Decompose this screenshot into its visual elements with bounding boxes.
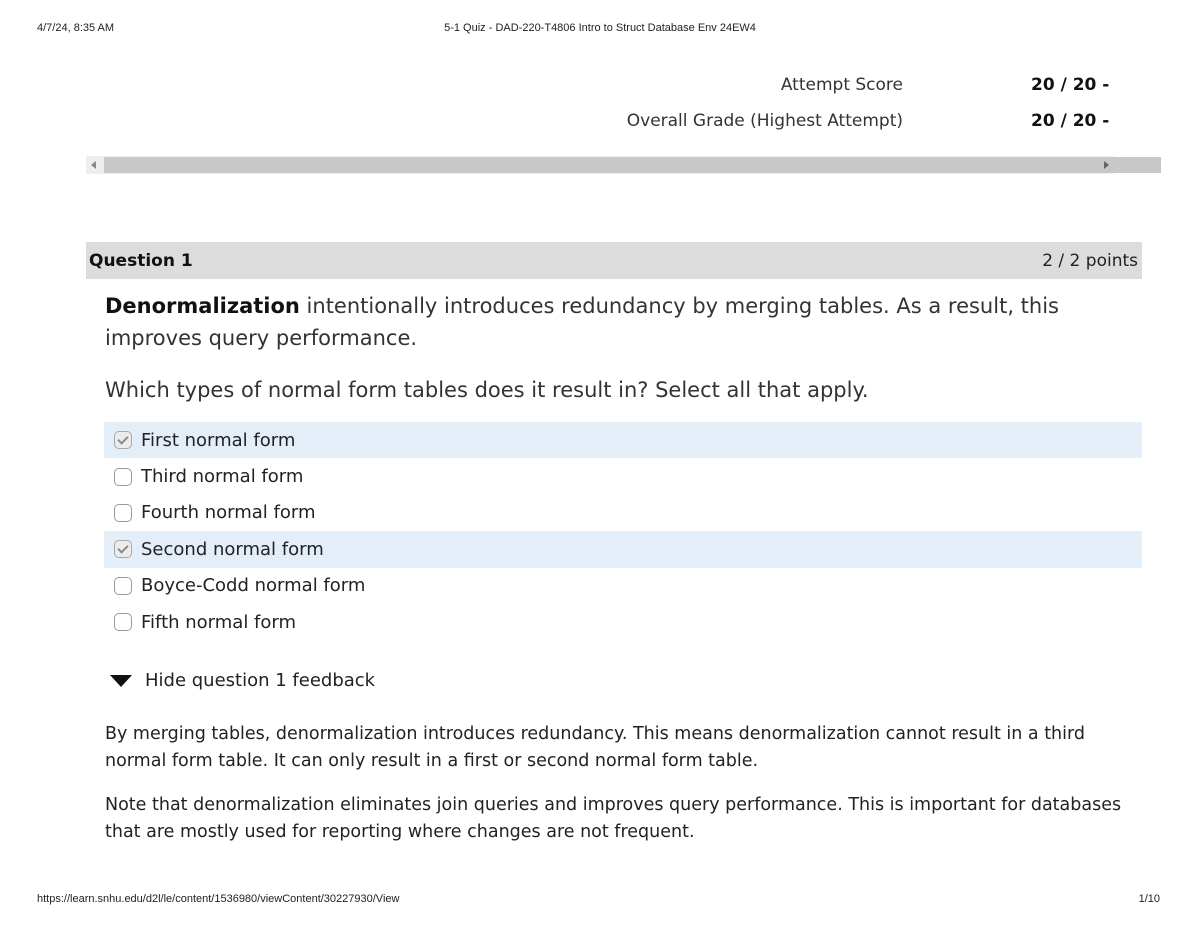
feedback-toggle-label: Hide question 1 feedback [145, 670, 376, 691]
option-label: Third normal form [141, 466, 304, 488]
attempt-score-label: Attempt Score [780, 75, 903, 95]
print-page-title: 5-1 Quiz - DAD-220-T4806 Intro to Struct Database Env 24EW4 [444, 22, 756, 34]
overall-grade-value: 20 / 20 - [1031, 111, 1110, 131]
feedback-paragraph: By merging tables, denormalization introduces redundancy. This means denormalization cannot result in a third normal form table. It can only result in a first or second normal form table. [105, 724, 1085, 771]
attempt-score-value: 20 / 20 - [1031, 75, 1110, 95]
option-label: Fourth normal form [141, 502, 316, 524]
option-label: Boyce-Codd normal form [141, 575, 366, 597]
checkbox-icon[interactable] [114, 540, 132, 558]
hide-feedback-toggle[interactable] [110, 670, 375, 691]
scroll-left-arrow-icon[interactable] [86, 156, 102, 174]
checkbox-icon[interactable] [114, 468, 132, 486]
option-first-normal-form[interactable] [104, 422, 1142, 458]
stem-text: intentionally introduces redundancy by merging tables. As a result, this improves query performance. [105, 294, 1059, 350]
print-page-number: 1/10 [1138, 893, 1160, 905]
checkbox-icon[interactable] [114, 577, 132, 595]
option-label: First normal form [141, 429, 296, 451]
option-fifth-normal-form[interactable] [104, 604, 1142, 640]
question-title: Question 1 [89, 251, 193, 271]
print-datetime: 4/7/24, 8:35 AM [37, 22, 115, 34]
answer-options [104, 422, 1142, 640]
option-label: Second normal form [141, 538, 324, 560]
option-third-normal-form[interactable] [104, 458, 1142, 494]
checkbox-icon[interactable] [114, 613, 132, 631]
caret-down-icon [110, 675, 132, 687]
checkbox-icon[interactable] [114, 431, 132, 449]
feedback-paragraph: Note that denormalization eliminates join queries and improves query performance. This is important for databases that are mostly used for reporting where changes are not frequent. [105, 795, 1122, 842]
question-points: 2 / 2 points [1042, 251, 1138, 271]
option-second-normal-form[interactable] [104, 531, 1142, 567]
question-prompt: Which types of normal form tables does it result in? Select all that apply. [105, 378, 869, 402]
scroll-right-arrow-icon[interactable] [1098, 156, 1114, 174]
stem-bold-term: Denormalization [105, 294, 300, 318]
option-boyce-codd-normal-form[interactable] [104, 568, 1142, 604]
option-label: Fifth normal form [141, 611, 297, 633]
question-header [86, 242, 1142, 279]
checkbox-icon[interactable] [114, 504, 132, 522]
horizontal-scrollbar[interactable] [86, 156, 1114, 174]
print-url: https://learn.snhu.edu/d2l/le/content/1536980/viewContent/30227930/View [37, 893, 400, 905]
overall-grade-label: Overall Grade (Highest Attempt) [626, 111, 903, 131]
question-stem [105, 290, 1115, 354]
option-fourth-normal-form[interactable] [104, 495, 1142, 531]
scrollbar-thumb[interactable] [104, 157, 1161, 173]
